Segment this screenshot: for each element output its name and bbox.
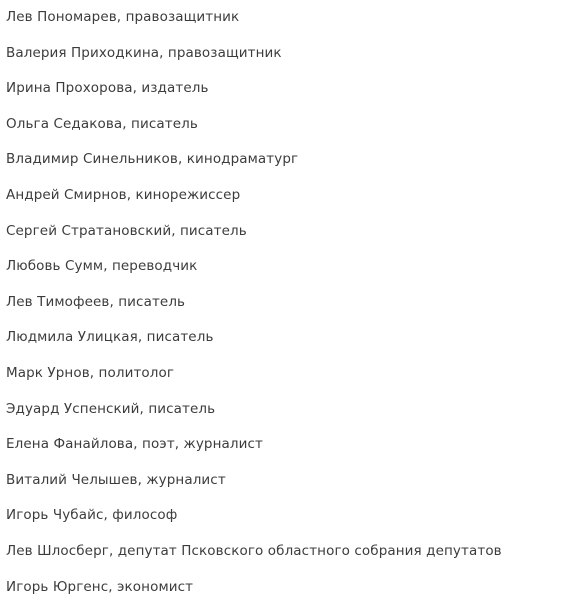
list-item: Лев Тимофеев, писатель: [6, 285, 502, 321]
list-item: Игорь Юргенс, экономист: [6, 570, 502, 605]
list-item: Виталий Челышев, журналист: [6, 463, 502, 499]
list-item: Людмила Улицкая, писатель: [6, 320, 502, 356]
signatory-list: [6, 0, 502, 605]
list-item: Марк Урнов, политолог: [6, 356, 502, 392]
list-item: Андрей Смирнов, кинорежиссер: [6, 178, 502, 214]
list-item: Ольга Седакова, писатель: [6, 107, 502, 143]
list-item: Елена Фанайлова, поэт, журналист: [6, 427, 502, 463]
list-item: Валерия Приходкина, правозащитник: [6, 36, 502, 72]
list-item: Лев Шлосберг, депутат Псковского областного собрания депутатов: [6, 534, 502, 570]
list-item: Игорь Чубайс, философ: [6, 498, 502, 534]
list-item: Ирина Прохорова, издатель: [6, 71, 502, 107]
list-item: Сергей Стратановский, писатель: [6, 214, 502, 250]
list-item: Эдуард Успенский, писатель: [6, 392, 502, 428]
list-item: Любовь Сумм, переводчик: [6, 249, 502, 285]
list-item: Лев Пономарев, правозащитник: [6, 0, 502, 36]
list-item: Владимир Синельников, кинодраматург: [6, 142, 502, 178]
